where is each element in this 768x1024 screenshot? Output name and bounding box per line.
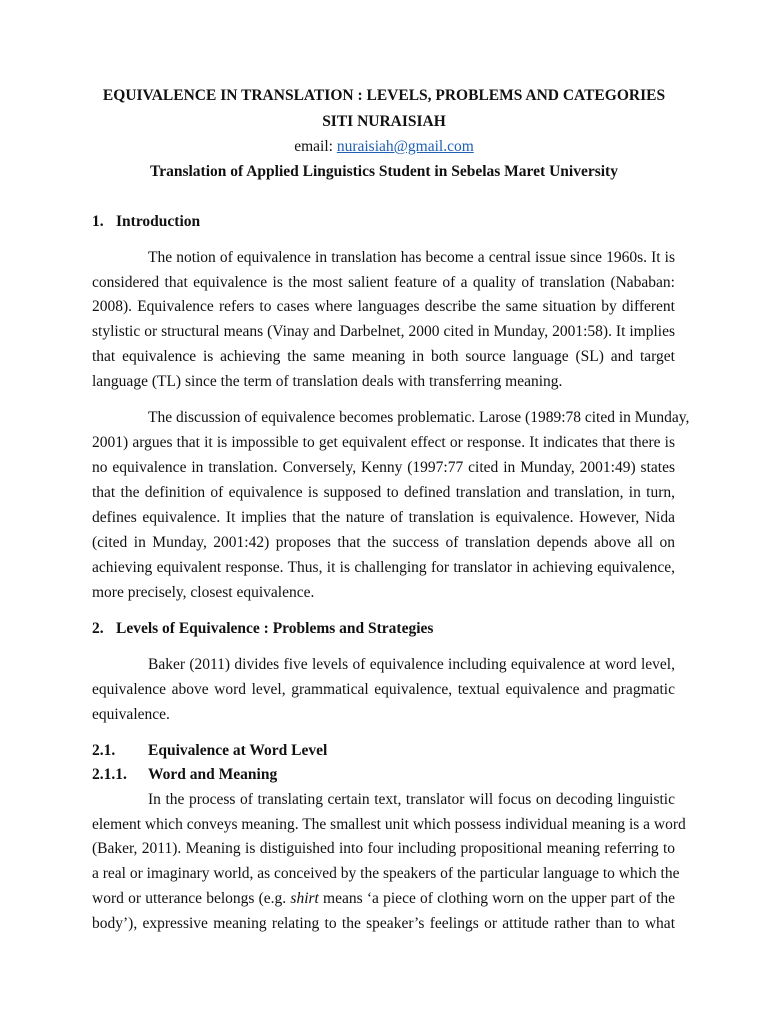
email-link[interactable]: nuraisiah@gmail.com: [336, 138, 474, 155]
italic-term: shirt: [290, 890, 319, 907]
email-line: [0, 138, 768, 156]
section-heading-word-level: [92, 742, 327, 760]
section-number: 2.1.: [92, 742, 116, 759]
paragraph-line: The notion of equivalence in translation has become a central issue since 1960s. It is: [148, 249, 675, 266]
paragraph-line: considered that equivalence is the most salient feature of a quality of translation (Nababan:: [92, 274, 675, 291]
paragraph-line: equivalence.: [92, 706, 170, 723]
author-name: SITI NURAISIAH: [322, 113, 446, 130]
section-heading-introduction: [92, 213, 200, 231]
section-title: Equivalence at Word Level: [148, 742, 328, 759]
section-title: Levels of Equivalence : Problems and Strategies: [116, 620, 434, 637]
section-number: 2.1.1.: [92, 766, 127, 783]
section-number: 1.: [92, 213, 104, 230]
paragraph-line: Baker (2011) divides five levels of equivalence including equivalence at word level,: [148, 656, 675, 673]
paragraph-line: body’), expressive meaning relating to the speaker’s feelings or attitude rather than to what: [92, 915, 675, 932]
paragraph-line: language (TL) since the term of translation deals with transferring meaning.: [92, 373, 563, 390]
paragraph-line: that the definition of equivalence is supposed to defined translation and translation, in turn,: [92, 484, 675, 501]
section-title: Introduction: [116, 213, 201, 230]
paragraph-line: 2001) argues that it is impossible to get equivalent effect or response. It indicates that there is: [92, 434, 675, 451]
paragraph-line: stylistic or structural means (Vinay and Darbelnet, 2000 cited in Munday, 2001:58). It implies: [92, 323, 675, 340]
paragraph-line: a real or imaginary world, as conceived by the speakers of the particular language to which the: [92, 865, 680, 882]
paragraph-line: (cited in Munday, 2001:42) proposes that the success of translation depends above all on: [92, 534, 675, 551]
paragraph-line: 2008). Equivalence refers to cases where languages describe the same situation by different: [92, 298, 675, 315]
text-span: word or utterance belongs (e.g.: [92, 890, 291, 907]
paragraph-line: achieving equivalent response. Thus, it is challenging for translator in achieving equivalence,: [92, 559, 675, 576]
paragraph-line: In the process of translating certain text, translator will focus on decoding linguistic: [148, 791, 675, 808]
paragraph-line: defines equivalence. It implies that the nature of translation is equivalence. However, Nida: [92, 509, 675, 526]
section-heading-levels: [92, 620, 433, 638]
section-heading-word-meaning: [92, 766, 277, 784]
paragraph-line: The discussion of equivalence becomes problematic. Larose (1989:78 cited in Munday,: [148, 409, 690, 426]
paragraph-line: no equivalence in translation. Conversely, Kenny (1997:77 cited in Munday, 2001:49) states: [92, 459, 675, 476]
paragraph-line: element which conveys meaning. The smallest unit which possess individual meaning is a word: [92, 816, 686, 833]
paragraph-line: that equivalence is achieving the same meaning in both source language (SL) and target: [92, 348, 675, 365]
affiliation: Translation of Applied Linguistics Student in Sebelas Maret University: [150, 163, 618, 180]
paragraph-line: [92, 890, 675, 908]
paper-title: EQUIVALENCE IN TRANSLATION : LEVELS, PROBLEMS AND CATEGORIES: [102, 87, 666, 104]
text-span: means ‘a piece of clothing worn on the upper part of the: [318, 890, 675, 907]
paragraph-line: (Baker, 2011). Meaning is distiguished into four including propositional meaning referring to: [92, 840, 675, 857]
section-number: 2.: [92, 620, 104, 637]
email-label: email:: [294, 138, 337, 155]
section-title: Word and Meaning: [148, 766, 278, 783]
paragraph-line: equivalence above word level, grammatical equivalence, textual equivalence and pragmatic: [92, 681, 675, 698]
paragraph-line: more precisely, closest equivalence.: [92, 584, 315, 601]
